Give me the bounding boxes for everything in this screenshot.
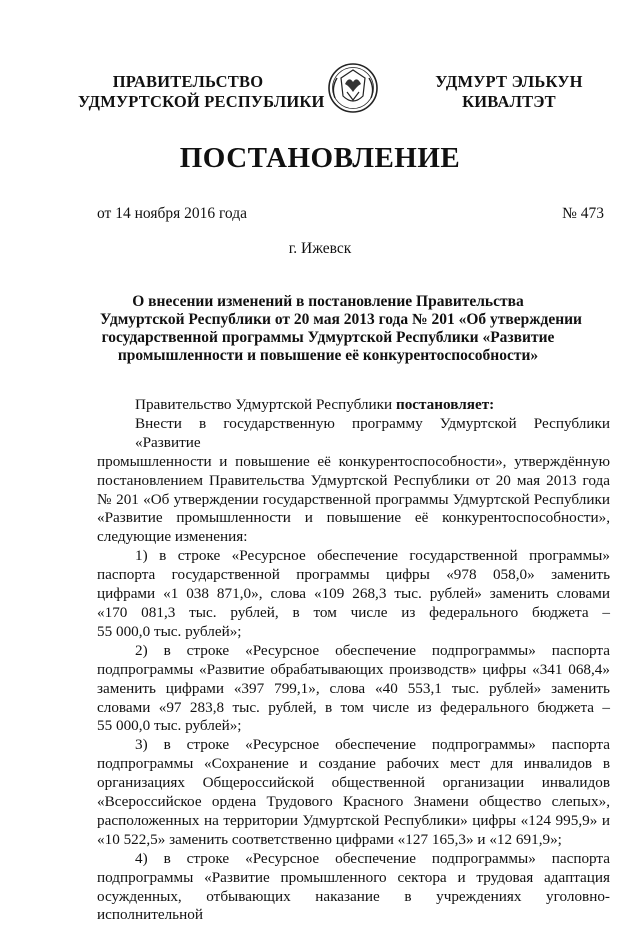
body-line: «Развитие промышленности и повышение её конкурентоспособности», — [97, 509, 610, 527]
document-subject — [100, 293, 582, 365]
body-line: 4) в строке «Ресурсное обеспечение подпрограммы» паспорта — [135, 849, 610, 867]
intro-paragraph — [97, 396, 610, 415]
body-line: подпрограммы «Сохранение и создание рабочих мест для инвалидов в — [97, 755, 610, 773]
intro-text: Правительство Удмуртской Республики — [135, 396, 396, 413]
coat-of-arms-icon — [327, 62, 379, 114]
intro-verb: постановляет: — [395, 396, 495, 413]
subject-line-4: промышленности и повышение её конкурентоспособности» — [117, 347, 539, 364]
document-date: от 14 ноября 2016 года — [97, 205, 248, 222]
body-line: «Всероссийское ордена Трудового Красного Знамени общество слепых», — [97, 793, 610, 811]
body-line: подпрограммы «Развитие промышленного сектора и трудовая адаптация — [97, 868, 610, 886]
subject-line-2: Удмуртской Республики от 20 мая 2013 года № 201 «Об утверждении — [100, 311, 582, 328]
subject-line-1: О внесении изменений в постановление Правительства — [132, 293, 524, 310]
issuer-russian — [78, 72, 325, 112]
document-number: № 473 — [562, 205, 604, 222]
document-city: г. Ижевск — [288, 240, 352, 257]
document-body — [97, 396, 610, 925]
body-line: подпрограммы «Развитие обрабатывающих производств» цифры «341 068,4» — [97, 660, 610, 678]
body-line: № 201 «Об утверждении государственной программы Удмуртской Республики — [97, 490, 610, 508]
body-line: постановлением Правительства Удмуртской Республики от 20 мая 2013 года — [97, 471, 610, 489]
body-line: Внести в государственную программу Удмуртской Республики «Развитие — [135, 414, 610, 451]
body-line: паспорта государственной программы цифры «978 058,0» заменить — [97, 566, 610, 584]
issuer-udmurt — [414, 72, 604, 112]
body-line: промышленности и повышение её конкурентоспособности», утверждённую — [97, 452, 610, 470]
body-line: заменить цифрами «397 799,1», слова «40 553,1 тыс. рублей» заменить — [97, 679, 610, 697]
subject-line-3: государственной программы Удмуртской Республики «Развитие — [101, 329, 555, 346]
body-line: 1) в строке «Ресурсное обеспечение государственной программы» — [135, 547, 610, 565]
issuer-udmurt-line-1: УДМУРТ ЭЛЬКУН — [435, 72, 583, 91]
body-line: осужденных, отбывающих наказание в учреждениях уголовно-исполнительной — [97, 887, 610, 924]
issuer-russian-line-2: УДМУРТСКОЙ РЕСПУБЛИКИ — [78, 92, 325, 111]
body-line: цифрами «1 038 871,0», слова «109 268,3 тыс. рублей» заменить словами — [97, 585, 610, 603]
body-line: «170 081,3 тыс. рублей, в том числе из федерального бюджета – — [97, 603, 610, 621]
document-title: ПОСТАНОВЛЕНИЕ — [179, 142, 461, 174]
body-line: «10 522,5» заменить соответственно цифрами «127 165,3» и «12 691,9»; — [97, 830, 562, 848]
body-line: расположенных на территории Удмуртской Республики» цифры «124 995,9» и — [97, 811, 610, 829]
body-line: 2) в строке «Ресурсное обеспечение подпрограммы» паспорта — [135, 641, 610, 659]
body-line: 3) в строке «Ресурсное обеспечение подпрограммы» паспорта — [135, 736, 610, 754]
issuer-udmurt-line-2: КИВАЛТЭТ — [462, 92, 556, 111]
body-line: следующие изменения: — [97, 528, 248, 546]
body-line: 55 000,0 тыс. рублей»; — [97, 717, 242, 735]
body-line: 55 000,0 тыс. рублей»; — [97, 622, 242, 640]
body-line: словами «97 283,8 тыс. рублей, в том числе из федерального бюджета – — [97, 698, 610, 716]
issuer-russian-line-1: ПРАВИТЕЛЬСТВО — [112, 72, 264, 91]
body-line: организациях Общероссийской общественной организации инвалидов — [97, 774, 610, 792]
